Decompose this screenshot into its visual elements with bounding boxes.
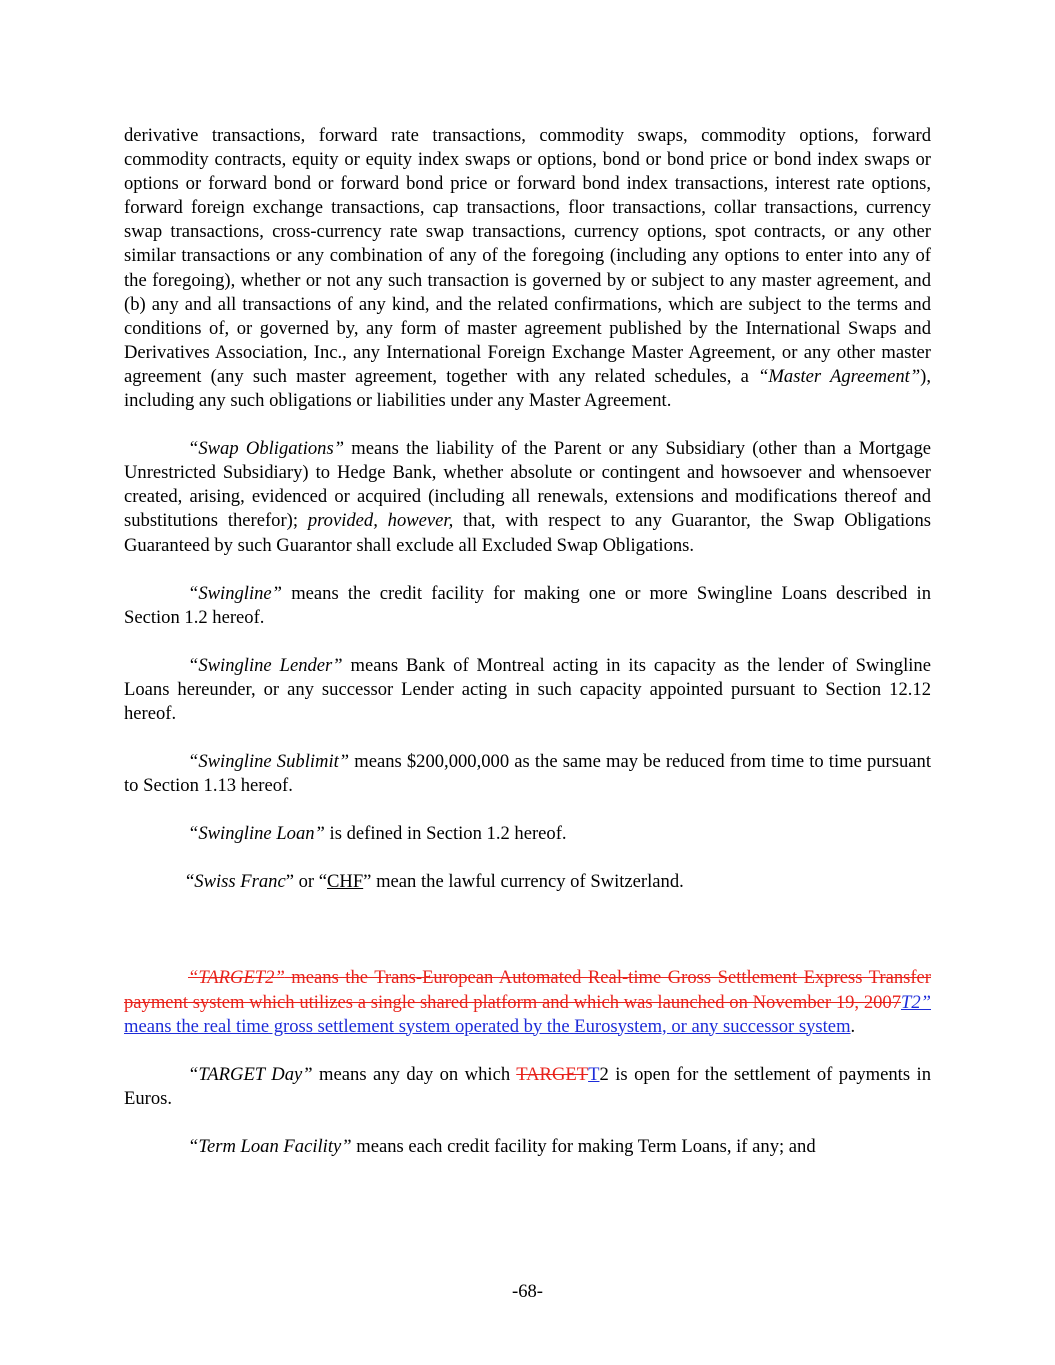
defined-term: “Swingline Sublimit” xyxy=(188,751,350,773)
inserted-text: means the real time gross settlement system operated by the Eurosystem, or any successor system xyxy=(124,1015,851,1037)
defined-term-master-agreement: “Master Agreement” xyxy=(758,365,921,387)
page-number: -68- xyxy=(512,1281,543,1302)
definition-swingline-loan: “Swingline Loan” is defined in Section 1.2 hereof. xyxy=(188,823,567,845)
definition-term-loan-facility: “Term Loan Facility” means each credit facility for making Term Loans, if any; and xyxy=(188,1135,816,1157)
document-page xyxy=(124,124,931,1183)
definition-swingline-lender: “Swingline Lender” means Bank of Montreal acting in its capacity as the lender of Swingline Loans hereunder, or any successor Lender acting in such capacity appointed pursuant to Section 12.12 hereof. xyxy=(124,654,931,724)
definition-swingline: “Swingline” means the credit facility for making one or more Swingline Loans described in Section 1.2 hereof. xyxy=(124,582,931,628)
proviso: provided, however, xyxy=(307,510,454,532)
defined-term: Swiss Franc xyxy=(194,871,286,893)
definition-target-day: “TARGET Day” means any day on which TARGETT2 is open for the settlement of payments in Euros. xyxy=(124,1063,931,1109)
definition-swingline-sublimit: “Swingline Sublimit” means $200,000,000 as the same may be reduced from time to time pursuant to Section 1.13 hereof. xyxy=(124,751,931,797)
defined-term: “Term Loan Facility” xyxy=(188,1135,352,1157)
defined-term: “Swingline” xyxy=(188,582,283,604)
definition-target2-redline: “TARGET2” means the Trans-European Automated Real-time Gross Settlement Express Transfer payment system which utilizes a single shared platform and which was launched on November 19, 2007T2” means the real time gross settlement system operated by the Eurosystem, or any successor system. xyxy=(124,967,931,1037)
deleted-text: means the Trans-European Automated Real-time Gross Settlement Express Transfer payment system which utilizes a single shared platform and which was launched on November 19, 2007 xyxy=(124,967,931,1013)
inserted-text: T xyxy=(588,1063,600,1085)
deleted-text: TARGET xyxy=(516,1063,589,1085)
defined-term: “TARGET Day” xyxy=(188,1063,313,1085)
inserted-term: T2” xyxy=(901,991,931,1013)
definition-swap-obligations: “Swap Obligations” means the liability of the Parent or any Subsidiary (other than a Mortgage Unrestricted Subsidiary) to Hedge Bank, whether absolute or contingent and howsoever and whensoever created, arising, evidenced or acquired (including all renewals, extensions and modifications thereof and substitutions therefor); provided, however, that, with respect to any Guarantor, the Swap Obligations Guaranteed by such Guarantor shall exclude all Excluded Swap Obligations. xyxy=(124,438,931,556)
defined-term: “Swingline Loan” xyxy=(188,823,325,845)
blank-space xyxy=(124,918,931,966)
defined-term: “Swap Obligations” xyxy=(188,438,345,460)
deleted-term: “TARGET2” xyxy=(188,967,285,989)
defined-term: “Swingline Lender” xyxy=(188,654,343,676)
defined-term-abbreviation: CHF xyxy=(327,871,364,893)
definition-swiss-franc: “Swiss Franc” or “CHF” mean the lawful currency of Switzerland. xyxy=(186,871,684,893)
definition-continuation: derivative transactions, forward rate transactions, commodity swaps, commodity options, forward commodity contracts, equity or equity index swaps or options, bond or bond price or bond index swaps or options or forward bond or forward bond price or forward bond index transactions, interest rate options, forward foreign exchange transactions, cap transactions, floor transactions, collar transactions, currency swap transactions, cross-currency rate swap transactions, currency options, spot contracts, or any other similar transactions or any combination of any of the foregoing (including any options to enter into any of the foregoing), whether or not any such transaction is governed by or subject to any master agreement, and (b) any and all transactions of any kind, and the related confirmations, which are subject to the terms and conditions of, or governed by, any form of master agreement published by the International Swaps and Derivatives Association, Inc., any International Foreign Exchange Master Agreement, or any other master agreement (any such master agreement, together with any related schedules, a “Master Agreement”), including any such obligations or liabilities under any Master Agreement. xyxy=(124,125,932,412)
